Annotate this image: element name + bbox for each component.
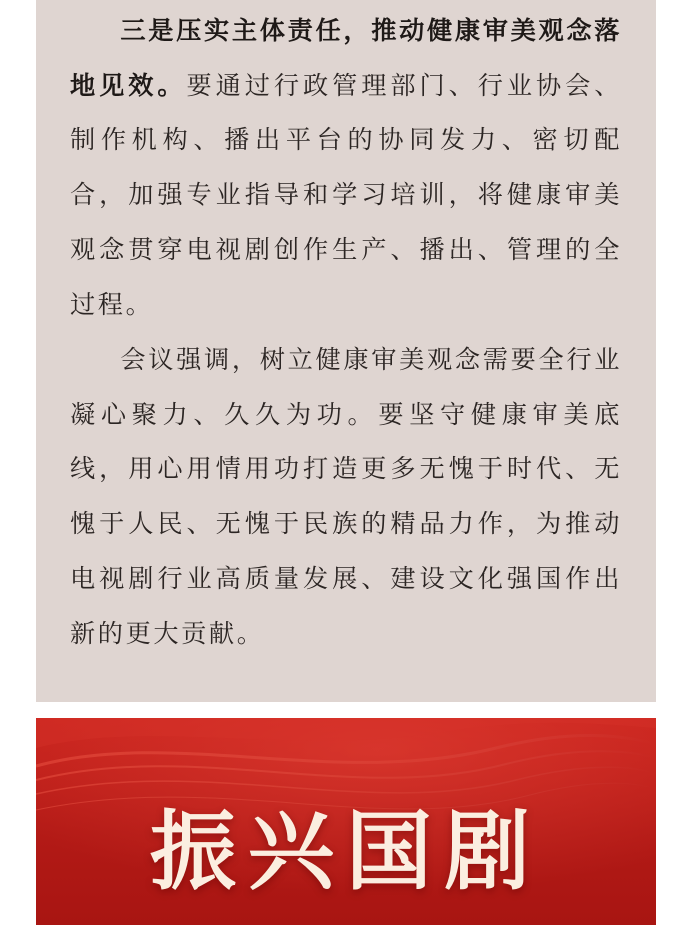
banner-title: 振兴国剧 <box>150 802 542 902</box>
article-panel <box>36 0 656 702</box>
article-paragraph-1 <box>70 4 622 332</box>
paragraph-body: 要通过行政管理部门、行业协会、制作机构、播出平台的协同发力、密切配合，加强专业指导和学习培训，将健康审美观念贯穿电视剧创作生产、播出、管理的全过程。 <box>70 70 623 319</box>
paragraph-bold-lead: 三是压实主体责任，推动健康审美观念落地见效。 <box>70 16 622 100</box>
article-paragraph-2: 会议强调，树立健康审美观念需要全行业凝心聚力、久久为功。要坚守健康审美底线，用心用情用功打造更多无愧于时代、无愧于人民、无愧于民族的精品力作，为推动电视剧行业高质量发展、建设文化强国作出新的更大贡献。 <box>70 345 622 648</box>
section-banner <box>36 718 656 925</box>
